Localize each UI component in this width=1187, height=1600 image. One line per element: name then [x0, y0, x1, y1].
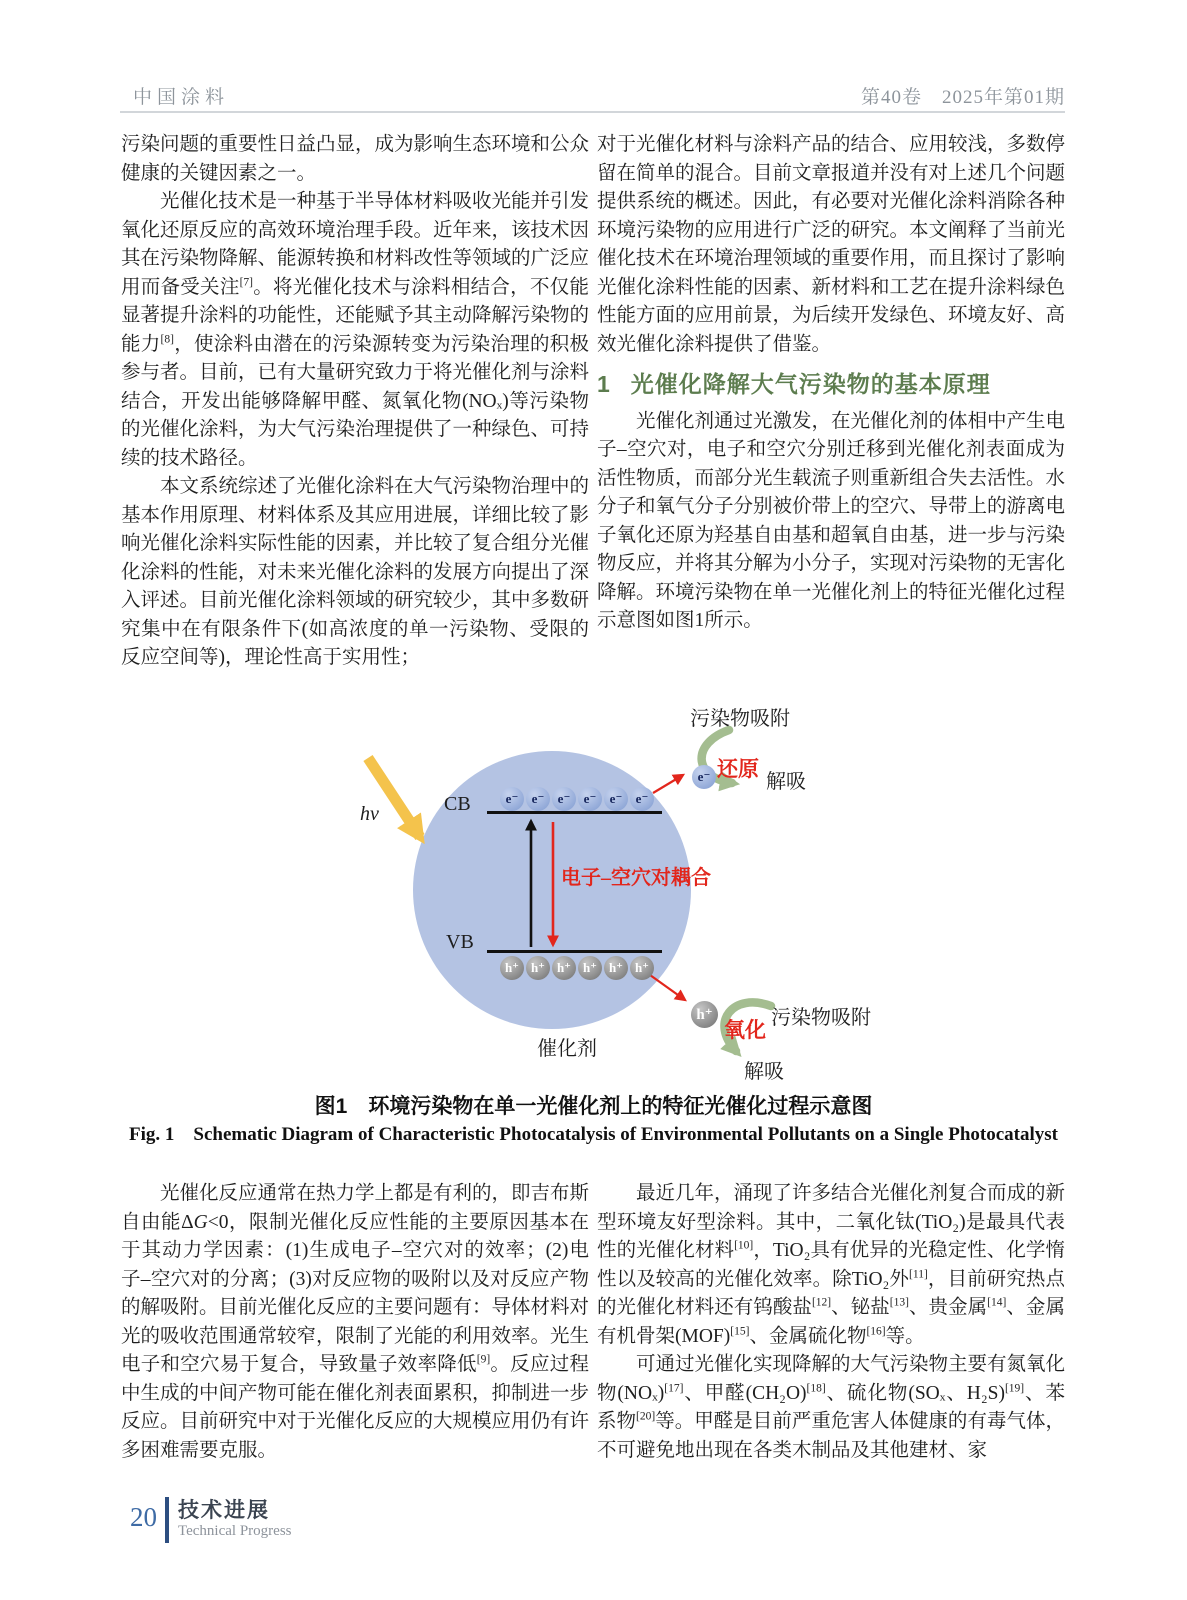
- footer-section-zh: 技术进展: [178, 1499, 270, 1522]
- electron-ball: e⁻: [630, 787, 654, 811]
- electron-ball: e⁻: [526, 787, 550, 811]
- hole-ball: h⁺: [526, 956, 550, 980]
- footer-section-en: Technical Progress: [178, 1523, 292, 1539]
- section-title: 光催化降解大气污染物的基本原理: [630, 371, 991, 397]
- pollutant-adsorption-label-top: 污染物吸附: [690, 708, 790, 730]
- column-right-bottom: [597, 1180, 1065, 1465]
- catalyst-label: 催化剂: [537, 1038, 597, 1060]
- paragraph: 最近几年，涌现了许多结合光催化剂复合而成的新型环境友好型涂料。其中，二氧化钛(TiO₂)是最具代表性的光催化材料[10]，TiO₂具有优异的光稳定性、化学惰性以及较高的光催化效率。除TiO₂外[11]，目前研究热点的光催化材料还有钨酸盐[12]、铋盐[13]、贵金属[14]、金属有机骨架(MOF)[15]、金属硫化物[16]等。: [597, 1183, 1066, 1347]
- electron-ball: e⁻: [552, 787, 576, 811]
- paragraph: 光催化技术是一种基于半导体材料吸收光能并引发氧化还原反应的高效环境治理手段。近年来，该技术因其在污染物降解、能源转换和材料改性等领域的广泛应用而备受关注[7]。将光催化技术与涂料相结合，不仅能显著提升涂料的功能性，还能赋予其主动降解污染物的能力[8]，使涂料由潜在的污染源转变为污染治理的积极参与者。目前，已有大量研究致力于将光催化剂与涂料结合，开发出能够降解甲醛、氮氧化物(NOₓ)等污染物的光催化涂料，为大气污染治理提供了一种绿色、可持续的技术路径。: [121, 191, 590, 469]
- hole-ball: h⁺: [604, 956, 628, 980]
- page-number: 20: [130, 1502, 157, 1532]
- electron-hole-recombination-label: 电子–空穴对耦合: [561, 867, 711, 889]
- paragraph: 本文系统综述了光催化涂料在大气污染物治理中的基本作用原理、材料体系及其应用进展，详细比较了影响光催化涂料实际性能的因素，并比较了复合组分光催化涂料的性能，对未来光催化涂料的发展方向提出了深入评述。目前光催化涂料领域的研究较少，其中多数研究集中在有限条件下(如高浓度的单一污染物、受限的反应空间等)，理论性高于实用性；: [121, 476, 590, 668]
- surface-electron-ball: e⁻: [692, 765, 716, 789]
- electron-ball: e⁻: [578, 787, 602, 811]
- electron-ball: e⁻: [604, 787, 628, 811]
- hole-transfer-arrow: [650, 975, 685, 1000]
- section-heading-1: [597, 370, 1065, 399]
- pollutant-adsorption-label-bottom: 污染物吸附: [771, 1007, 871, 1029]
- column-left-bottom: [121, 1180, 589, 1465]
- hole-ball: h⁺: [630, 956, 654, 980]
- column-right-top: [597, 131, 1065, 636]
- section-number: 1: [597, 371, 611, 397]
- reduction-label: 还原: [717, 757, 759, 781]
- hole-ball: h⁺: [552, 956, 576, 980]
- hole-ball: h⁺: [500, 956, 524, 980]
- figure-1-photocatalysis-diagram: [340, 685, 885, 1085]
- desorption-label-bottom: 解吸: [744, 1061, 784, 1083]
- electron-transfer-arrow: [653, 775, 683, 793]
- journal-title: 中国涂料: [133, 87, 230, 108]
- paragraph: 对于光催化材料与涂料产品的结合、应用较浅，多数停留在简单的混合。目前文章报道并没有对上述几个问题提供系统的概述。因此，有必要对光催化涂料消除各种环境污染物的应用进行广泛的研究。本文阐释了当前光催化技术在环境治理领域的重要作用，而且探讨了影响光催化涂料性能的因素、新材料和工艺在提升涂料绿色性能方面的应用前景，为后续开发绿色、环境友好、高效光催化涂料提供了借鉴。: [597, 134, 1066, 355]
- issue-info: 第40卷 2025年第01期: [860, 87, 1065, 108]
- paragraph: 可通过光催化实现降解的大气污染物主要有氮氧化物(NOₓ)[17]、甲醛(CH₂O)[18]、硫化物(SOₓ、H₂S)[19]、苯系物[20]等。甲醛是目前严重危害人体健康的有毒气体，不可避免地出现在各类木制品及其他建材、家: [597, 1354, 1066, 1461]
- header-rule: [120, 111, 1065, 113]
- hv-label: hν: [360, 803, 379, 825]
- conduction-band-line: [487, 811, 662, 814]
- electron-ball: e⁻: [500, 787, 524, 811]
- column-left-top: [121, 131, 589, 673]
- desorption-label-top: 解吸: [766, 771, 806, 793]
- footer-bar: [165, 1497, 169, 1543]
- figure-caption-en: Fig. 1 Schematic Diagram of Characteristic Photocatalysis of Environmental Pollutants on a Single Photocatalyst: [129, 1124, 1058, 1145]
- figure-caption-zh: 图1 环境污染物在单一光催化剂上的特征光催化过程示意图: [314, 1095, 873, 1118]
- cb-label: CB: [444, 793, 471, 815]
- hole-ball: h⁺: [578, 956, 602, 980]
- paragraph: 光催化反应通常在热力学上都是有利的，即吉布斯自由能ΔG<0，限制光催化反应性能的主要原因基本在于其动力学因素：(1)生成电子–空穴对的效率；(2)电子–空穴对的分离；(3)对反应物的吸附以及对反应产物的解吸附。目前光催化反应的主要问题有：导体材料对光的吸收范围通常较窄，限制了光能的利用效率。光生电子和空穴易于复合，导致量子效率降低[9]。反应过程中生成的中间产物可能在催化剂表面累积，抑制进一步反应。目前研究中对于光催化反应的大规模应用仍有许多困难需要克服。: [121, 1183, 590, 1461]
- surface-hole-ball: h⁺: [691, 1001, 718, 1028]
- vb-label: VB: [446, 931, 474, 953]
- paragraph: 光催化剂通过光激发，在光催化剂的体相中产生电子–空穴对，电子和空穴分别迁移到光催化剂表面成为活性物质，而部分光生载流子则重新组合失去活性。水分子和氧气分子分别被价带上的空穴、导带上的游离电子氧化还原为羟基自由基和超氧自由基，进一步与污染物反应，并将其分解为小分子，实现对污染物的无害化降解。环境污染物在单一光催化剂上的特征光催化过程示意图如图1所示。: [597, 410, 1066, 631]
- paragraph: 污染问题的重要性日益凸显，成为影响生态环境和公众健康的关键因素之一。: [121, 134, 590, 184]
- oxidation-label: 氧化: [724, 1018, 766, 1042]
- valence-band-line: [487, 950, 662, 953]
